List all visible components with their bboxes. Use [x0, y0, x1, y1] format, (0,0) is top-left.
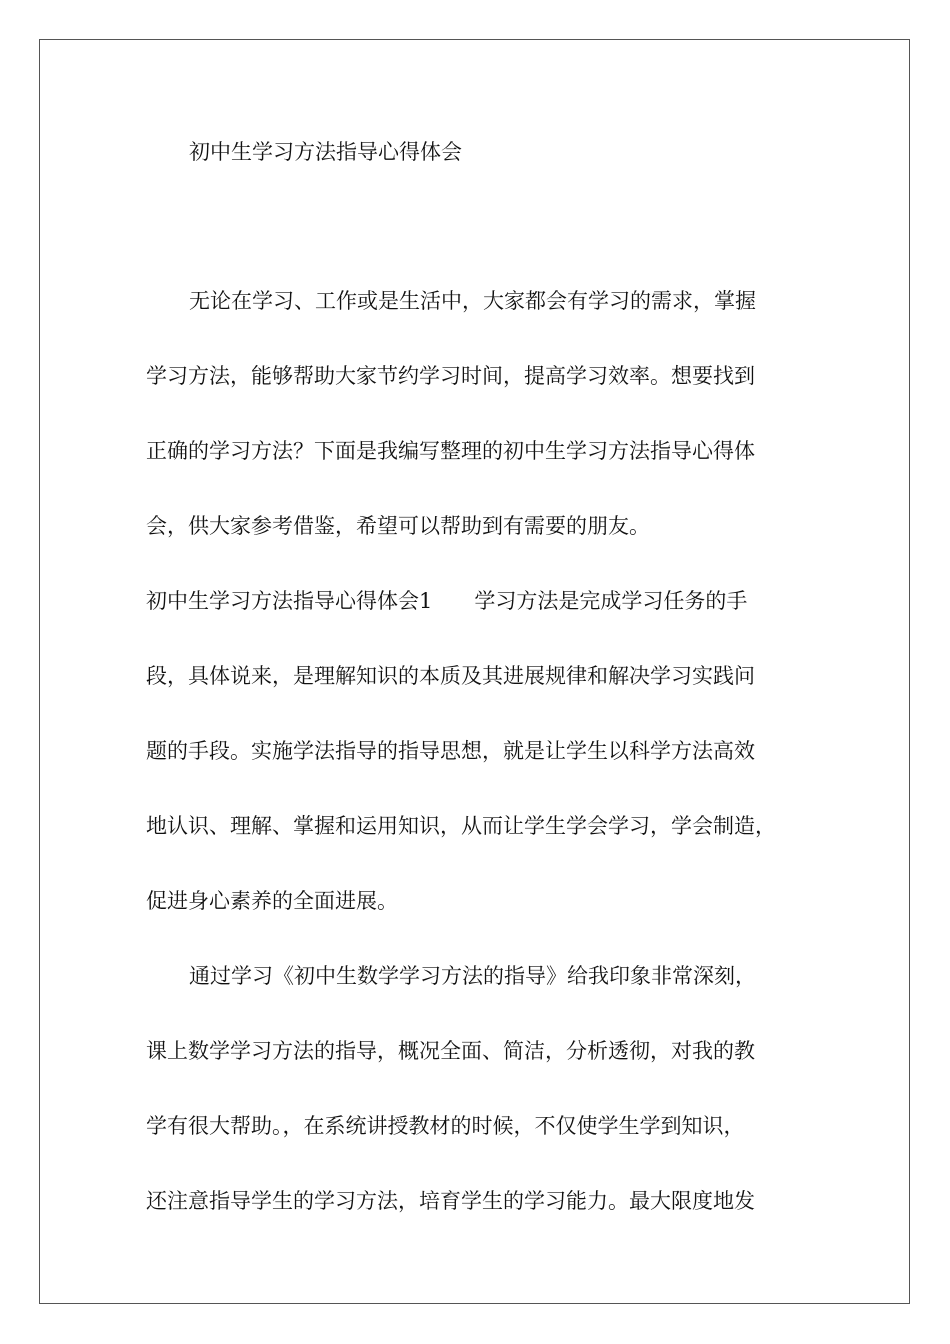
paragraph-line: 无论在学习、工作或是生活中，大家都会有学习的需求，掌握	[189, 289, 756, 313]
document-title: 初中生学习方法指导心得体会	[189, 140, 462, 164]
paragraph-line: 学有很大帮助。，在系统讲授教材的时候，不仅使学生学到知识，	[146, 1114, 745, 1138]
paragraph-line: 正确的学习方法？下面是我编写整理的初中生学习方法指导心得体	[146, 439, 755, 463]
paragraph-line: 通过学习《初中生数学学习方法的指导》给我印象非常深刻，	[189, 964, 756, 988]
paragraph-line: 学习方法，能够帮助大家节约学习时间，提高学习效率。想要找到	[146, 364, 755, 388]
paragraph-line: 会，供大家参考借鉴，希望可以帮助到有需要的朋友。	[146, 514, 650, 538]
paragraph-line: 段，具体说来，是理解知识的本质及其进展规律和解决学习实践问	[146, 664, 755, 688]
paragraph-line: 还注意指导学生的学习方法，培育学生的学习能力。最大限度地发	[146, 1189, 755, 1213]
paragraph-line: 课上数学学习方法的指导，概况全面、简洁，分析透彻，对我的教	[146, 1039, 755, 1063]
paragraph-line: 题的手段。实施学法指导的指导思想，就是让学生以科学方法高效	[146, 739, 755, 763]
paragraph-line: 初中生学习方法指导心得体会1 学习方法是完成学习任务的手	[146, 589, 748, 613]
paragraph-line: 地认识、理解、掌握和运用知识，从而让学生学会学习，学会制造，	[146, 814, 776, 838]
paragraph-line: 促进身心素养的全面进展。	[146, 889, 398, 913]
